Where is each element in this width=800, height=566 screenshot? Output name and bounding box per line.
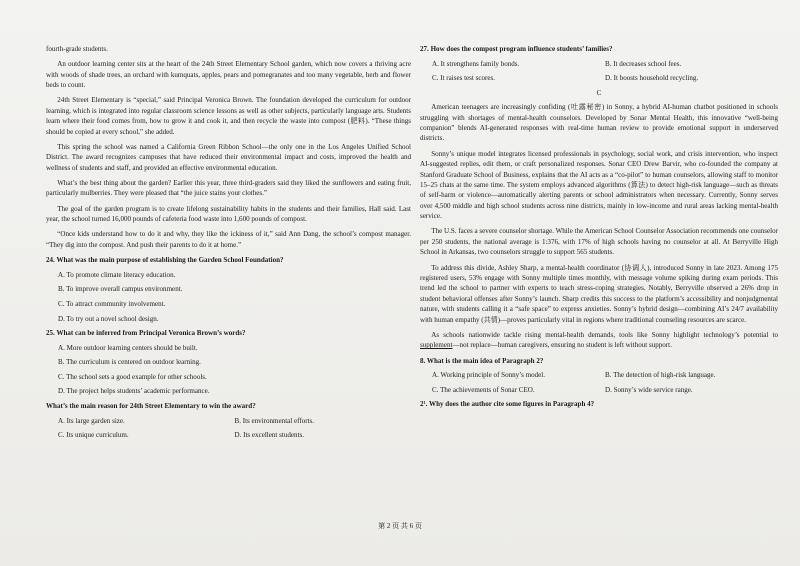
page-number: 第 2 页 共 6 页 (378, 522, 422, 530)
question-26: What’s the main reason for 24th Street Elementary to win the award? (46, 402, 256, 411)
paragraph (420, 330, 778, 351)
option: C. The school sets a good example for other schools. (58, 372, 207, 381)
option: C. The achievements of Sonar CEO. (432, 385, 535, 394)
option-row (58, 416, 411, 426)
option-row (432, 370, 778, 380)
option: A. Working principle of Sonny’s model. (432, 371, 546, 380)
question-29: 2¹. Why does the author cite some figures in Paragraph 4? (420, 400, 595, 409)
paragraph: Sonny’s unique model integrates licensed professionals in psychology, social work, and crisis intervention, who inspect AI-suggested replies, edit them, or craft personalized responses. Sonar CEO Drew Barvir, who co-founded the company at Stanford Graduate School of Business, explains that the AI acts as a “co-pilot” to human counselors, allowing staff to monitor 15–25 chats at the same time. The system employs advanced algorithms (算法) to detect high-risk language—such as threats of self-harm or violence—automatically alerting parents or school administrators when necessary. Currently, Sonny serves over 4,500 middle and high school students across nine districts, mainly in low-income and rural areas lacking mental-health service. (420, 149, 778, 221)
option: B. The curriculum is centered on outdoor learning. (58, 358, 201, 367)
option-row (58, 430, 411, 440)
question-27: 27. How does the compost program influence students’ families? (420, 45, 613, 53)
option-row (432, 59, 778, 69)
option: D. Its excellent students. (234, 431, 304, 440)
paragraph: “Once kids understand how to do it and why, they like the ickiness of it,” said Ann Dang, the school’s compost manager. “They dig into the compost. And push their parents to do it at home.” (46, 230, 411, 249)
option: D. It boosts household recycling. (605, 74, 699, 83)
option-row (432, 385, 778, 395)
question-28: 8. What is the main idea of Paragraph 2? (420, 356, 544, 365)
paragraph: fourth-grade students. (46, 45, 108, 53)
option: D. Sonny’s wide service range. (605, 385, 693, 394)
option: D. The project helps students’ academic performance. (58, 387, 210, 396)
left-column (46, 44, 411, 445)
paragraph: The goal of the garden program is to create lifelong sustainability habits in the students and their families, Hall said. Last year, the school turned 16,000 pounds of cafeteria food waste into 1,600 pounds of compost. (46, 204, 411, 224)
option: A. More outdoor learning centers should be built. (58, 343, 198, 352)
option: B. To improve overall campus environment. (58, 285, 183, 294)
question-24: 24. What was the main purpose of establishing the Garden School Foundation? (46, 256, 284, 265)
paragraph: American teenagers are increasingly confiding (吐露秘密) in Sonny, a hybrid AI-human chatbot positioned in schools struggling with shortages of mental-health counselors. Developed by Sonar Mental Health, this innovative “well-being companion” blends AI-generated responses with real-time human review to provide emotional support in underserved districts. (420, 103, 778, 143)
text: As schools nationwide tackle rising mental-health demands, tools like Sonny highlight technology’s potential to (431, 330, 778, 339)
option: B. It decreases school fees. (605, 59, 682, 68)
question-25: 25. What can be inferred from Principal Veronica Brown’s words? (46, 329, 246, 338)
option: B. The detection of high-risk language. (605, 371, 716, 380)
underlined-word: supplement (420, 341, 453, 350)
paragraph: The U.S. faces a severe counselor shortage. While the American School Counselor Association recommends one counselor per 250 students, the national average is 1:376, with 17% of high schools having no counselor at all. At Berryville High School in Arkansas, two counselors struggle to support 565 students. (420, 227, 778, 257)
paragraph: To address this divide, Ashley Sharp, a mental-health coordinator (协调人), introduced Sonny in late 2023. Among 175 registered users, 53% engage with Sonny multiple times monthly, with message volume spiking during exam periods. This trend led the school to partner with experts to teach stress-coping strategies. Notably, Berryville observed a 26% drop in student behavioral offenses after Sonny’s launch. Sharp credits this success to the platform’s accessibility and nonjudgmental nature, with students calling it a “safe space” to express anxieties. Sonny’s hybrid design—combining AI’s 24/7 availability with human empathy (共情)—proves particularly vital in regions where traditional counseling resources are scarce. (420, 263, 778, 324)
paragraph: An outdoor learning center sits at the heart of the 24th Street Elementary School garden, which now covers a thriving acre with woods of shade trees, an orchard with kumquats, apples, pears and pomegranates and too many vegetable, herb and flower beds to count. (46, 60, 411, 90)
option: A. To promote climate literacy education. (58, 270, 176, 279)
option: C. To attract community involvement. (58, 299, 166, 308)
option-row (432, 73, 778, 83)
right-column (420, 44, 778, 414)
option: B. Its environmental efforts. (234, 416, 315, 425)
option: D. To try out a novel school design. (58, 314, 159, 323)
paragraph: This spring the school was named a California Green Ribbon School—the only one in the Los Angeles Unified School District. The award recognizes campuses that have reduced their environmental impact and costs, improved the health and wellness of students and staff, and provided an effective environmental education. (46, 142, 411, 172)
handwritten-answer-mark: C (596, 88, 602, 97)
paragraph: What’s the best thing about the garden? Earlier this year, three third-graders said they liked the sunflowers and eating fruit, particularly mulberries. They were pleased that “the juice stains your clothes.” (46, 179, 411, 198)
option: A. Its large garden size. (58, 416, 125, 425)
paragraph: 24th Street Elementary is “special,” said Principal Veronica Brown. The foundation developed the curriculum for outdoor learning, which is integrated into regular classroom science lessons as well as other subjects, particularly language arts. Students learn where their food comes from, how to grow it and cook it, and then recycle the waste into compost (肥料). “These things should be copied at every school,” she added. (46, 96, 411, 136)
option: C. It raises test scores. (432, 74, 496, 83)
text: —not replace—human caregivers, ensuring no student is left without support. (452, 341, 672, 350)
option: A. It strengthens family bonds. (432, 59, 520, 68)
option: C. Its unique curriculum. (58, 431, 129, 440)
